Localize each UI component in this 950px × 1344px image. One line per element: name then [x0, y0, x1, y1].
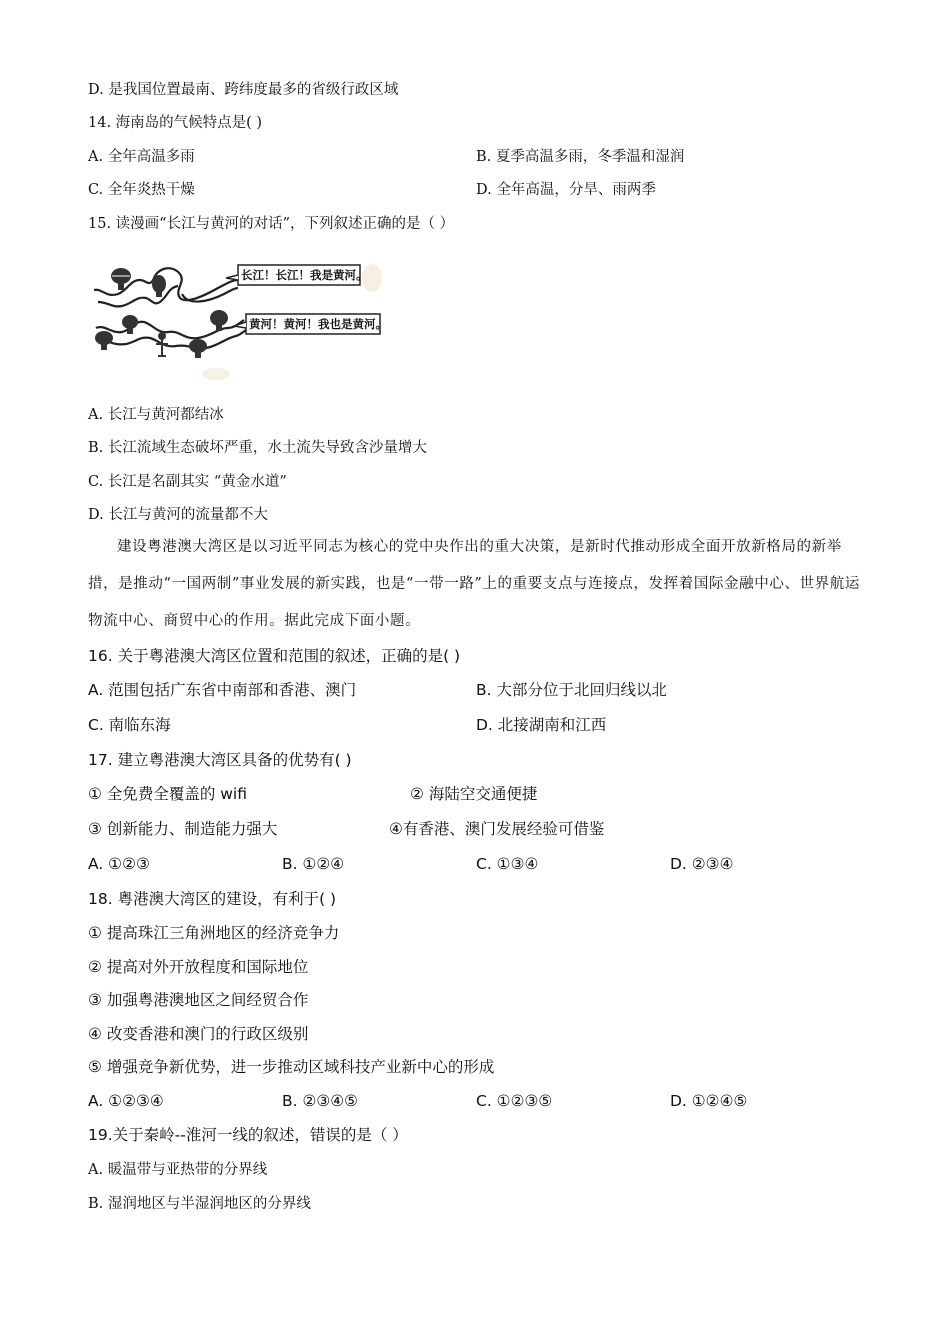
q14-stem: 14. 海南岛的气候特点是( ): [88, 115, 263, 131]
q13-option-d: D. 是我国位置最南、跨纬度最多的省级行政区域: [88, 82, 399, 98]
q18-statement-2: ② 提高对外开放程度和国际地位: [88, 958, 309, 976]
q18-stem: 18. 粤港澳大湾区的建设，有利于( ): [88, 890, 337, 908]
q18-statement-3: ③ 加强粤港澳地区之间经贸合作: [88, 991, 309, 1009]
q14-option-d: D. 全年高温，分旱、雨两季: [476, 182, 656, 198]
q19-option-a: A. 暖温带与亚热带的分界线: [88, 1162, 268, 1178]
tree-icon-2: [152, 275, 166, 297]
q14-option-b: B. 夏季高温多雨，冬季温和湿润: [476, 149, 685, 165]
q17-option-d: D. ②③④: [670, 855, 734, 873]
q18-statement-4: ④ 改变香港和澳门的行政区级别: [88, 1025, 309, 1043]
q17-option-c: C. ①③④: [476, 855, 539, 873]
q18-statement-1: ① 提高珠江三角洲地区的经济竞争力: [88, 924, 340, 942]
q17-statement-2: ② 海陆空交通便捷: [410, 785, 538, 803]
q19-option-b: B. 湿润地区与半湿润地区的分界线: [88, 1196, 311, 1212]
q15-option-c: C. 长江是名副其实 “黄金水道”: [88, 474, 287, 490]
figure-icon: [156, 333, 168, 356]
q16-option-c: C. 南临东海: [88, 716, 171, 734]
q18-option-b: B. ②③④⑤: [282, 1092, 359, 1110]
q17-statement-4: ④有香港、澳门发展经验可借鉴: [389, 820, 605, 838]
yangtze-yellow-river-cartoon: [88, 258, 398, 383]
q17-statement-3: ③ 创新能力、制造能力强大: [88, 820, 278, 838]
q17-stem: 17. 建立粤港澳大湾区具备的优势有( ): [88, 751, 352, 769]
q15-stem: 15. 读漫画“长江与黄河的对话”，下列叙述正确的是（ ）: [88, 216, 455, 232]
q15-option-d: D. 长江与黄河的流量都不大: [88, 507, 268, 523]
bubble-text-top: 长江！长江！我是黄河。: [241, 268, 368, 282]
q18-option-a: A. ①②③④: [88, 1092, 164, 1110]
q14-option-c: C. 全年炎热干燥: [88, 182, 195, 198]
q16-option-a: A. 范围包括广东省中南部和香港、澳门: [88, 681, 357, 699]
q19-stem: 19.关于秦岭--淮河一线的叙述，错误的是（ ）: [88, 1126, 408, 1144]
q17-option-b: B. ①②④: [282, 855, 345, 873]
q15-option-b: B. 长江流域生态破坏严重，水土流失导致含沙量增大: [88, 440, 427, 456]
q17-statement-1: ① 全免费全覆盖的 wifi: [88, 785, 247, 803]
q14-option-a: A. 全年高温多雨: [88, 149, 195, 165]
tree-icon-4: [95, 331, 113, 350]
q18-statement-5: ⑤ 增强竞争新优势，进一步推动区域科技产业新中心的形成: [88, 1058, 495, 1076]
q15-option-a: A. 长江与黄河都结冰: [88, 407, 224, 423]
q17-option-a: A. ①②③: [88, 855, 150, 873]
reading-passage: 建设粤港澳大湾区是以习近平同志为核心的党中央作出的重大决策，是新时代推动形成全面开放新格局的新举措，是推动“一国两制”事业发展的新实践，也是“一带一路”上的重要支点与连接点，发挥着国际金融中心、世界航运物流中心、商贸中心的作用。据此完成下面小题。: [88, 539, 860, 629]
q18-option-c: C. ①②③⑤: [476, 1092, 553, 1110]
bubble-text-bottom: 黄河！黄河！我也是黄河。: [249, 317, 387, 331]
q16-option-d: D. 北接湖南和江西: [476, 716, 607, 734]
q16-stem: 16. 关于粤港澳大湾区位置和范围的叙述，正确的是( ): [88, 647, 461, 665]
q16-option-b: B. 大部分位于北回归线以北: [476, 681, 667, 699]
tree-icon-6: [189, 339, 207, 358]
q18-option-d: D. ①②④⑤: [670, 1092, 748, 1110]
